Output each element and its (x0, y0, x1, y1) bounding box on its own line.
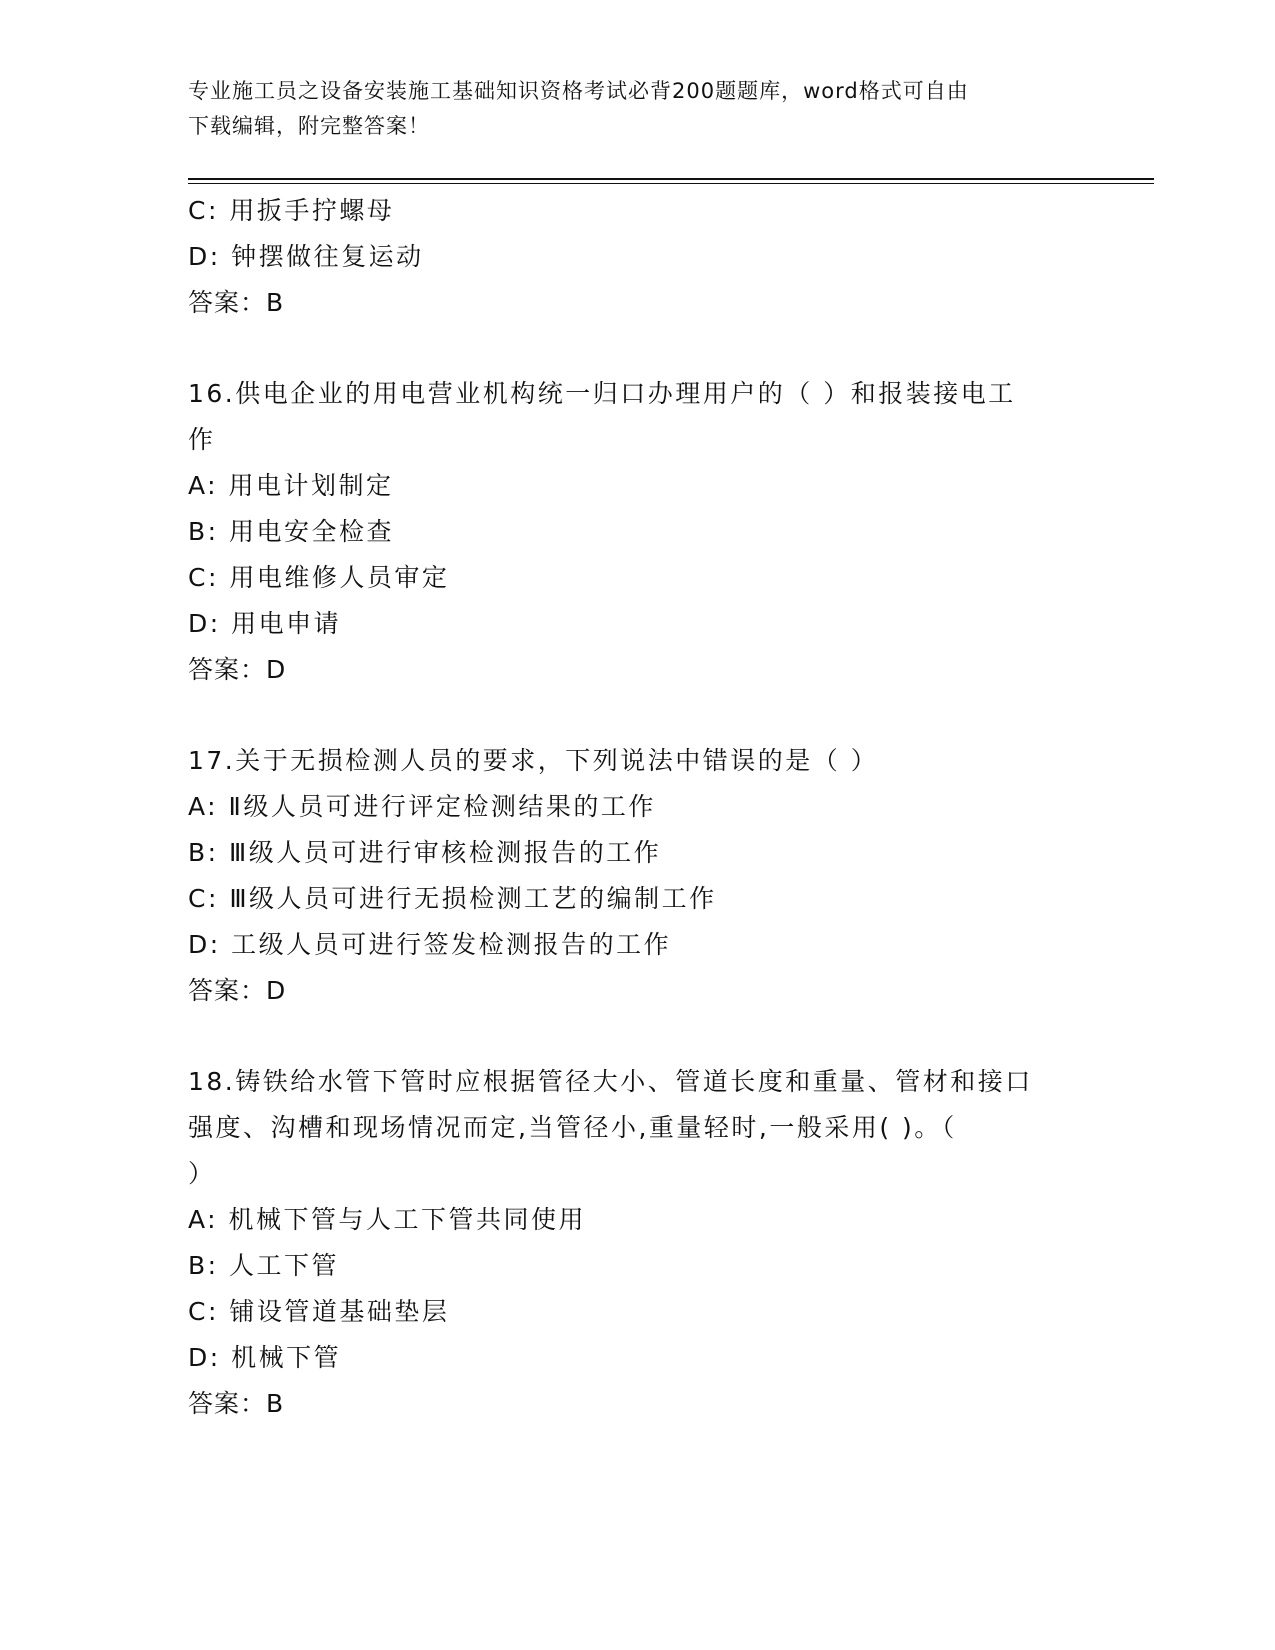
option-a: A: 机械下管与人工下管共同使用 (188, 1205, 587, 1234)
question-stem-continued: 作 (188, 425, 216, 454)
option-d: D: 工级人员可进行签发检测报告的工作 (188, 930, 672, 959)
spacer (188, 1014, 1088, 1059)
question-list (188, 188, 1088, 1427)
question-stem: 17.关于无损检测人员的要求，下列说法中错误的是（ ） (188, 746, 879, 775)
option-c: C: 铺设管道基础垫层 (188, 1297, 450, 1326)
header-line-1: 专业施工员之设备安装施工基础知识资格考试必背200题题库，word格式可自由 (188, 79, 969, 103)
header-line-2: 下载编辑，附完整答案！ (188, 114, 430, 138)
question-16 (188, 371, 1088, 693)
spacer (188, 326, 1088, 371)
header-divider-thick (188, 178, 1154, 180)
question-stem: 16.供电企业的用电营业机构统一归口办理用户的（ ）和报装接电工 (188, 379, 1016, 408)
option-c: C: Ⅲ级人员可进行无损检测工艺的编制工作 (188, 884, 717, 913)
question-stem: 18.铸铁给水管下管时应根据管径大小、管道长度和重量、管材和接口 (188, 1067, 1033, 1096)
question-17 (188, 738, 1088, 1014)
header-divider-thin (188, 183, 1154, 184)
option-d: D: 机械下管 (188, 1343, 342, 1372)
answer-label: 答案：B (188, 1389, 285, 1418)
answer-label: 答案：D (188, 655, 287, 684)
document-header (188, 74, 1088, 144)
question-18 (188, 1059, 1088, 1427)
option-d: D: 钟摆做往复运动 (188, 242, 424, 271)
option-a: A: Ⅱ级人员可进行评定检测结果的工作 (188, 792, 656, 821)
answer-label: 答案：D (188, 976, 287, 1005)
option-d: D: 用电申请 (188, 609, 342, 638)
answer-label: 答案：B (188, 288, 285, 317)
option-b: B: 人工下管 (188, 1251, 340, 1280)
question-stem-continued: ） (188, 1159, 216, 1188)
option-c: C: 用扳手拧螺母 (188, 196, 395, 225)
option-a: A: 用电计划制定 (188, 471, 394, 500)
question-stem-continued: 强度、沟槽和现场情况而定,当管径小,重量轻时,一般采用( )。（ (188, 1113, 957, 1142)
spacer (188, 693, 1088, 738)
option-b: B: 用电安全检查 (188, 517, 395, 546)
option-c: C: 用电维修人员审定 (188, 563, 450, 592)
question-15-continued (188, 188, 1088, 326)
option-b: B: Ⅲ级人员可进行审核检测报告的工作 (188, 838, 662, 867)
